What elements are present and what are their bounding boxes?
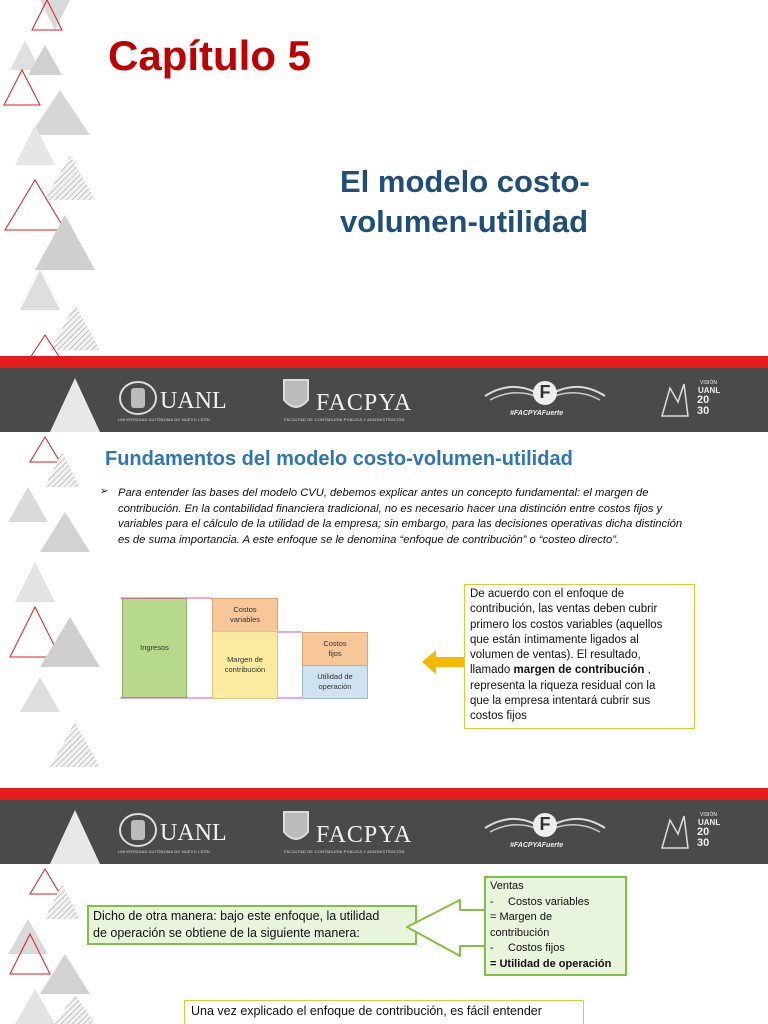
uanl-logo-text: UANL: [160, 820, 227, 846]
formula-dash-2: -: [490, 942, 494, 954]
bullet-paragraph: [118, 486, 718, 548]
banner-triangle-icon: [40, 800, 110, 864]
diagram-ingresos-label: Ingresos: [140, 643, 169, 652]
formula-ventas: Ventas: [490, 880, 524, 892]
conclusion-box: [184, 1000, 584, 1024]
diagram-mc-line-1: Margen de: [227, 655, 263, 664]
uanl-shield-icon: [118, 810, 158, 850]
left-arrow-icon: [422, 648, 466, 676]
facpya-logo-sub: FACULTAD DE CONTADURÍA PÚBLICA Y ADMINISTRACIÓN: [284, 417, 405, 422]
diagram-cf-line-1: Costos: [323, 639, 347, 648]
facpya-banner-1: [0, 356, 768, 432]
slide-1: [0, 0, 768, 358]
box-line-3: primero los costos variables (aquellos: [470, 618, 663, 631]
section-title: Fundamentos del modelo costo-volumen-utilidad: [105, 448, 573, 470]
diagram-uo-line-2: operación: [318, 682, 352, 691]
facpya-crest-icon: [280, 376, 312, 416]
triangle-decoration-icon: [0, 0, 110, 358]
connector-bracket-icon: [405, 898, 487, 960]
bullet-line-1: Para entender las bases del modelo CVU, debemos explicar antes un concepto fundamental: el margen de: [118, 487, 649, 499]
formula-margen-1: = Margen de: [490, 911, 553, 923]
vision-year-a: 20: [697, 826, 710, 838]
vision-year-a: 20: [697, 394, 710, 406]
diagram-margen-contribucion: [212, 631, 278, 699]
box-line-6-post: ,: [644, 664, 651, 677]
conclusion-line-1: Una vez explicado el enfoque de contribución, es fácil entender: [191, 1004, 542, 1018]
vision-label: VISIÓN: [700, 380, 717, 386]
facpya-logo-text: FACPYA: [316, 390, 413, 416]
facpya-banner-2: [0, 788, 768, 864]
uanl-logo-sub: UNIVERSIDAD AUTÓNOMA DE NUEVO LEÓN: [118, 849, 210, 854]
vision-logo-icon: [660, 378, 690, 418]
formula-costos-fijos-row: [490, 941, 621, 957]
facpya-crest-icon: [280, 808, 312, 848]
f-emblem-letter: F: [539, 814, 551, 834]
box-line-4: que están íntimamente ligados al: [470, 633, 639, 646]
box-line-6-pre: llamado: [470, 664, 514, 677]
diagram-cv-line-2: variables: [229, 615, 260, 624]
vision-logo-icon: [660, 810, 690, 850]
contribution-explanation-box: [464, 584, 695, 729]
f-emblem-letter: F: [539, 382, 551, 402]
box-line-2: contribución, las ventas deben cubrir: [470, 603, 658, 616]
bullet-line-2: contribución. En la contabilidad financiera tradicional, no es necesario hacer una distinción entre costos fijos y: [118, 502, 663, 515]
bullet-line-4: es de suma importancia. A este enfoque se le denomina “enfoque de contribución” o “costeo directo”.: [118, 533, 620, 546]
uanl-logo-text: UANL: [160, 388, 227, 414]
formula-box: [484, 876, 627, 976]
vision-uanl: UANL: [698, 818, 721, 827]
diagram-cf-line-2: fijos: [328, 649, 342, 658]
vision-label: VISIÓN: [700, 812, 717, 818]
subtitle-line-2: volumen-utilidad: [340, 204, 588, 239]
box-line-6: [470, 663, 690, 678]
facpya-logo-sub: FACULTAD DE CONTADURÍA PÚBLICA Y ADMINISTRACIÓN: [284, 849, 405, 854]
formula-costos-variables: Costos variables: [508, 895, 590, 908]
box-line-6-bold: margen de contribución: [513, 664, 645, 677]
intro-statement-box: [87, 905, 417, 945]
vision-year-b: 30: [697, 837, 710, 849]
subtitle-line-1: El modelo costo-: [340, 164, 590, 199]
formula-dash-1: -: [490, 895, 494, 908]
diagram-cv-line-1: Costos: [233, 605, 257, 614]
diagram-uo-line-1: Utilidad de: [317, 672, 353, 681]
diagram-costos-variables: [212, 598, 278, 632]
vision-uanl: UANL: [698, 386, 721, 395]
box-line-7: representa la riqueza residual con la: [470, 679, 656, 692]
diagram-utilidad-operacion: [302, 665, 368, 699]
box-line-1: De acuerdo con el enfoque de: [470, 588, 625, 600]
banner-triangle-icon: [40, 368, 110, 432]
bullet-line-3: variables para el cálculo de la utilidad de la empresa; sin embargo, para las decisiones operativas dicha distinción: [118, 518, 683, 530]
vision-year-b: 30: [697, 405, 710, 417]
uanl-logo-sub: UNIVERSIDAD AUTÓNOMA DE NUEVO LEÓN: [118, 417, 210, 422]
triangle-decoration-icon: [0, 432, 110, 788]
hashtag-text: #FACPYAFuerte: [510, 410, 564, 417]
chapter-title: Capítulo 5: [108, 32, 312, 79]
intro-line-1: Dicho de otra manera: bajo este enfoque, la utilidad: [93, 909, 380, 923]
diagram-mc-line-2: contribución: [224, 665, 266, 674]
intro-line-2: de operación se obtiene de la siguiente manera:: [93, 926, 360, 940]
formula-margen-2: contribución: [490, 926, 550, 939]
formula-utilidad: = Utilidad de operación: [490, 957, 612, 970]
bullet-arrow-icon: ➢: [100, 486, 109, 497]
box-line-8: que la empresa intentará cubrir sus: [470, 695, 651, 708]
slide-2: [0, 432, 768, 788]
diagram-costos-fijos: [302, 632, 368, 666]
hashtag-text: #FACPYAFuerte: [510, 842, 564, 849]
cvu-diagram: [120, 596, 370, 716]
formula-costos-fijos: Costos fijos: [508, 942, 565, 954]
slide-3: [0, 864, 768, 1024]
box-line-5: volumen de ventas). El resultado,: [470, 649, 641, 662]
box-line-9: costos fijos: [470, 710, 527, 723]
uanl-shield-icon: [118, 378, 158, 418]
facpya-logo-text: FACPYA: [316, 822, 413, 848]
formula-costos-variables-row: [490, 895, 621, 911]
